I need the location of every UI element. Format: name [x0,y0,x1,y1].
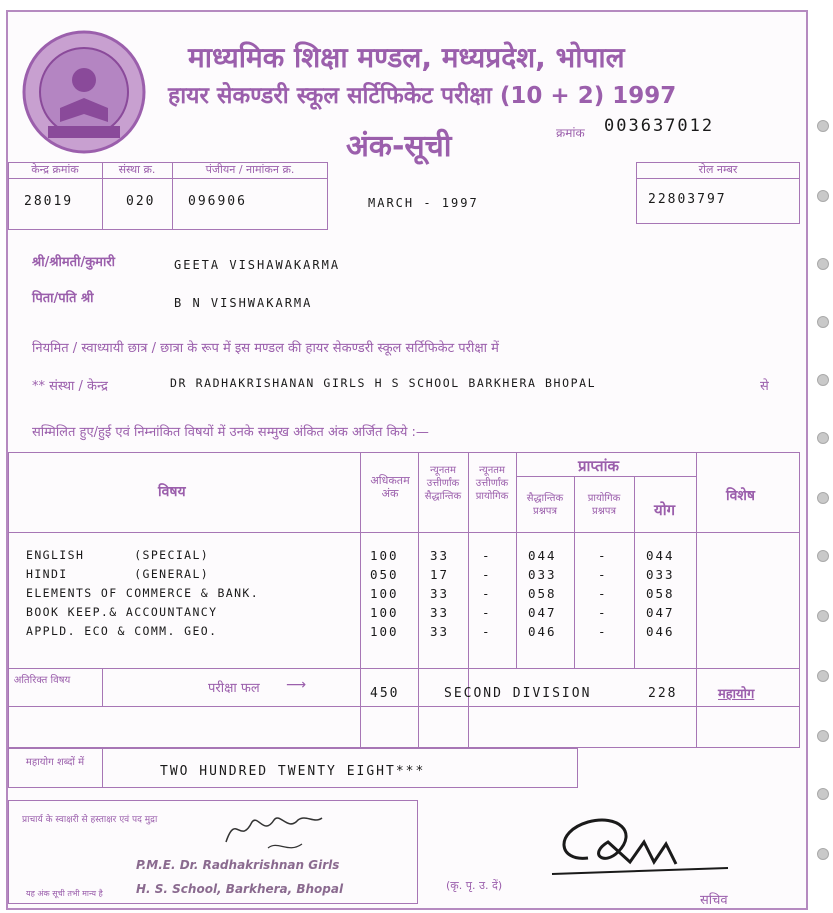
punch-hole [817,492,829,504]
punch-hole [817,374,829,386]
marks-cell-max: 050 [370,567,399,582]
punch-hole [817,432,829,444]
marks-cell-theory: 047 [528,605,557,620]
school-name: DR RADHAKRISHANAN GIRLS H S SCHOOL BARKHERA BHOPAL [170,376,597,390]
board-name: माध्यमिक शिक्षा मण्डल, मध्यप्रदेश, भोपाल [188,41,625,74]
institution-prefix: ** संस्था / केन्द्र [32,379,108,394]
result-label: परीक्षा फल [208,681,260,696]
marks-cell-practical: - [598,548,608,563]
serial-label: क्रमांक [556,126,585,140]
institution-suffix: से [760,379,769,394]
max-total: 450 [370,686,400,701]
marks-cell-min_t: 17 [430,567,450,582]
institution-number: 020 [126,194,156,209]
marks-intro: सम्मिलित हुए/हुई एवं निम्नांकित विषयों में उनके सम्मुख अंकित अंक अर्जित किये :— [32,425,429,440]
punch-hole [817,670,829,682]
marks-cell-practical: - [598,586,608,601]
document-title: अंक-सूची [346,129,452,164]
exam-name: हायर सेकण्डरी स्कूल सर्टिफिकेट परीक्षा (10 + 2) 1997 [168,83,677,109]
marks-cell-max: 100 [370,548,399,563]
exam-session: MARCH - 1997 [368,196,479,210]
subject-name: BOOK KEEP.& ACCOUNTANCY [26,605,218,619]
marks-cell-min_p: - [482,567,492,582]
total-in-words: TWO HUNDRED TWENTY EIGHT*** [160,764,426,779]
marks-cell-practical: - [598,624,608,639]
total-header: योग [654,501,676,519]
subject-name: ENGLISH (SPECIAL) [26,548,210,562]
punch-hole [817,848,829,860]
please-turn-over: (कृ. पृ. उ. दें) [446,879,503,892]
marks-cell-min_t: 33 [430,624,450,639]
special-header: विशेष [726,488,756,504]
min-practical-header: न्यूनतम उत्तीर्णांक प्रायोगिक [475,465,509,502]
marks-cell-total: 047 [646,605,675,620]
centre-number: 28019 [24,194,74,209]
board-seal [20,28,148,156]
father-label: पिता/पति श्री [32,291,94,306]
marks-cell-min_t: 33 [430,548,450,563]
institution-label: संस्था क्र. [118,163,156,176]
registration-label: पंजीयन / नामांकन क्र. [205,163,295,176]
theory-header: सैद्धान्तिक प्रश्नपत्र [526,493,564,517]
result-division: SECOND DIVISION [444,686,592,701]
marks-cell-theory: 033 [528,567,557,582]
marks-cell-theory: 044 [528,548,557,563]
marks-cell-total: 044 [646,548,675,563]
punch-hole [817,258,829,270]
marks-cell-practical: - [598,567,608,582]
marks-cell-total: 033 [646,567,675,582]
result-arrow-icon: ⟶ [286,677,307,693]
roll-number: 22803797 [648,192,727,207]
punch-hole [817,610,829,622]
marks-cell-min_p: - [482,586,492,601]
words-label: महायोग शब्दों में [25,757,85,768]
punch-hole [817,120,829,132]
secretary-label: सचिव [700,893,728,908]
marks-cell-max: 100 [370,624,399,639]
principal-signature [218,802,328,866]
grand-total-label: महायोग [718,687,755,702]
subject-header: विषय [158,484,186,500]
marks-cell-min_p: - [482,605,492,620]
subject-name: ELEMENTS OF COMMERCE & BANK. [26,586,260,600]
principal-label: प्राचार्य के स्वाक्षरी से हस्ताक्षर एवं पद मुद्रा [22,815,158,825]
grand-total: 228 [648,686,678,701]
name-label: श्री/श्रीमती/कुमारी [32,255,115,270]
secretary-signature [548,802,738,896]
subject-name: APPLD. ECO & COMM. GEO. [26,624,218,638]
additional-subject-label: अतिरिक्त विषय [13,675,71,686]
marks-cell-practical: - [598,605,608,620]
marks-cell-min_t: 33 [430,586,450,601]
marks-cell-theory: 058 [528,586,557,601]
punch-hole [817,316,829,328]
punch-hole [817,190,829,202]
punch-hole [817,550,829,562]
marks-cell-total: 058 [646,586,675,601]
max-marks-header: अधिकतम अंक [370,474,410,500]
registration-number: 096906 [188,194,247,209]
marks-cell-min_p: - [482,624,492,639]
candidate-statement: नियमित / स्वाध्यायी छात्र / छात्रा के रूप में इस मण्डल की हायर सेकण्डरी स्कूल सर्टिफिकेट परीक्षा में [32,341,499,356]
school-stamp-line2: H. S. School, Barkhera, Bhopal [136,882,344,896]
marksheet [6,10,808,910]
marks-cell-max: 100 [370,605,399,620]
father-name: B N VISHWAKARMA [174,296,313,310]
marks-cell-max: 100 [370,586,399,601]
marks-cell-total: 046 [646,624,675,639]
marks-cell-min_p: - [482,548,492,563]
practical-header: प्रायोगिक प्रश्नपत्र [587,493,621,517]
subject-name: HINDI (GENERAL) [26,567,210,581]
marks-cell-theory: 046 [528,624,557,639]
school-stamp-line1: P.M.E. Dr. Radhakrishnan Girls [136,858,340,872]
student-name: GEETA VISHAWAKARMA [174,258,341,272]
punch-hole [817,788,829,800]
validity-note: यह अंक सूची तभी मान्य है [26,889,103,898]
marks-cell-min_t: 33 [430,605,450,620]
obtained-header: प्राप्तांक [578,457,619,475]
min-theory-header: न्यूनतम उत्तीर्णांक सैद्धान्तिक [424,465,462,502]
roll-label: रोल नम्बर [698,163,738,176]
centre-label: केन्द्र क्रमांक [31,163,79,176]
serial-number: 003637012 [604,116,715,136]
punch-hole [817,730,829,742]
